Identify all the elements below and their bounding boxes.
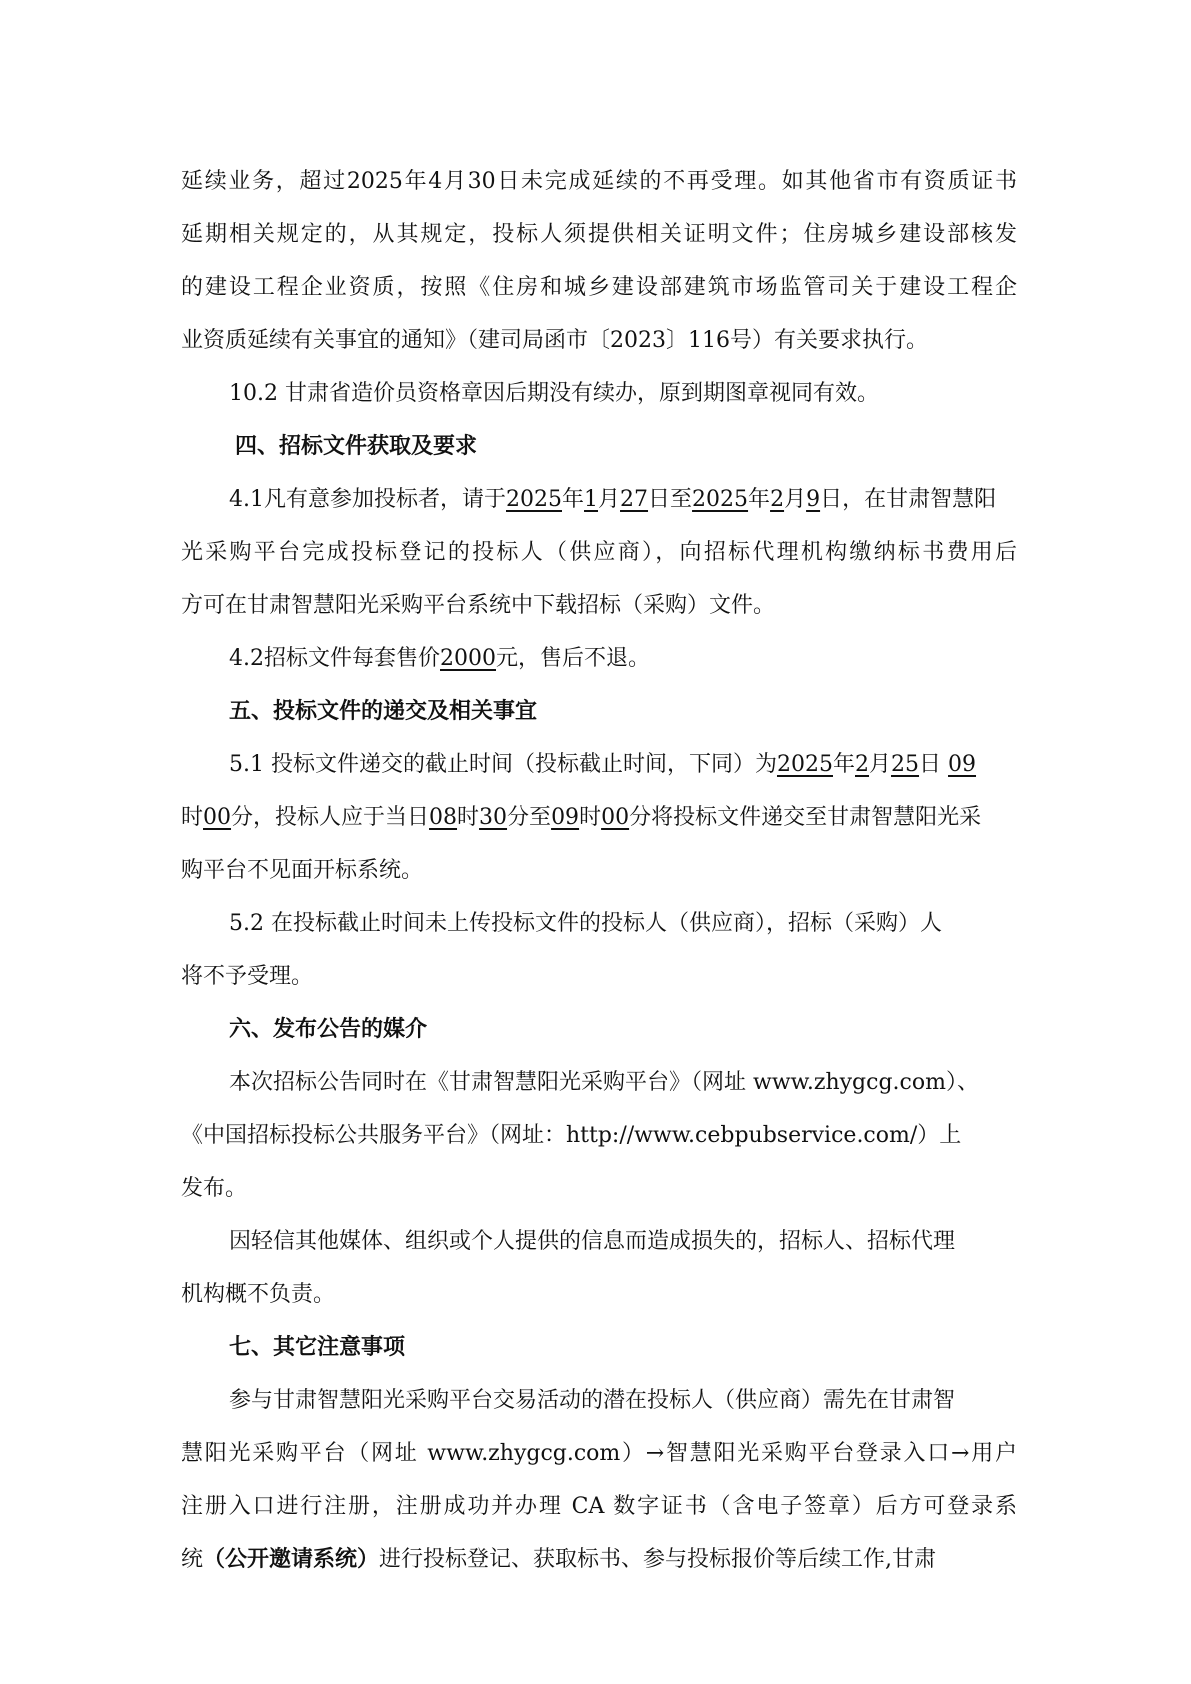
text-run: 年 bbox=[562, 487, 585, 512]
text-line: 参与甘肃智慧阳光采购平台交易活动的潜在投标人（供应商）需先在甘肃智 bbox=[229, 1388, 956, 1413]
text-line: 购平台不见面开标系统。 bbox=[181, 858, 424, 883]
text-run: 分，投标人应于当日 bbox=[231, 805, 430, 830]
bold-text-run: （公开邀请系统） bbox=[203, 1547, 380, 1572]
underlined-value: 2025 bbox=[692, 487, 749, 512]
underlined-value: 25 bbox=[891, 752, 920, 777]
text-line: 因轻信其他媒体、组织或个人提供的信息而造成损失的，招标人、招标代理 bbox=[229, 1229, 956, 1254]
text-run: 时 bbox=[579, 805, 602, 830]
section-heading: 七、其它注意事项 bbox=[229, 1335, 406, 1360]
underlined-value: 00 bbox=[601, 805, 630, 830]
section-heading: 四、招标文件获取及要求 bbox=[235, 434, 478, 459]
text-run: 统 bbox=[181, 1547, 204, 1572]
text-run: 年 bbox=[832, 752, 855, 777]
text-run: 元，售后不退。 bbox=[496, 646, 651, 671]
text-run: 4.1凡有意参加投标者，请于 bbox=[229, 487, 506, 512]
text-line: 本次招标公告同时在《甘肃智慧阳光采购平台》（网址 www.zhygcg.com）、 bbox=[229, 1070, 979, 1095]
underlined-value: 2025 bbox=[776, 752, 833, 777]
underlined-value: 09 bbox=[948, 752, 977, 777]
underlined-value: 27 bbox=[620, 487, 649, 512]
text-line: 光采购平台完成投标登记的投标人（供应商），向招标代理机构缴纳标书费用后 bbox=[181, 540, 1017, 565]
underlined-value: 9 bbox=[806, 487, 821, 512]
underlined-value: 2 bbox=[855, 752, 869, 777]
text-run: 日至 bbox=[648, 487, 693, 512]
text-line bbox=[181, 738, 1017, 791]
text-line: 发布。 bbox=[181, 1176, 248, 1201]
text-line: 慧阳光采购平台（网址 www.zhygcg.com）→智慧阳光采购平台登录入口→用户 bbox=[181, 1441, 1017, 1466]
text-line: 注册入口进行注册，注册成功并办理 CA 数字证书（含电子签章）后方可登录系 bbox=[181, 1494, 1017, 1519]
text-run: 4.2招标文件每套售价 bbox=[229, 646, 440, 671]
text-line: 的建设工程企业资质，按照《住房和城乡建设部建筑市场监管司关于建设工程企 bbox=[181, 275, 1017, 300]
underlined-value: 09 bbox=[551, 805, 580, 830]
document-body bbox=[181, 155, 1017, 1586]
underlined-value: 30 bbox=[479, 805, 508, 830]
text-line: 机构概不负责。 bbox=[181, 1282, 336, 1307]
text-line: 将不予受理。 bbox=[181, 964, 314, 989]
underlined-value: 2025 bbox=[506, 487, 562, 512]
text-line bbox=[181, 473, 1017, 526]
text-run: 日 bbox=[919, 752, 949, 777]
section-heading: 六、发布公告的媒介 bbox=[229, 1017, 428, 1042]
text-run: 分至 bbox=[507, 805, 552, 830]
text-run: 年 bbox=[748, 487, 771, 512]
text-line bbox=[181, 1533, 1017, 1586]
text-run: 时 bbox=[181, 805, 204, 830]
text-line: 延期相关规定的，从其规定，投标人须提供相关证明文件；住房城乡建设部核发 bbox=[181, 222, 1017, 247]
text-run: 进行投标登记、获取标书、参与投标报价等后续工作,甘肃 bbox=[379, 1547, 937, 1572]
text-run: 日，在甘肃智慧阳 bbox=[820, 487, 997, 512]
underlined-value: 08 bbox=[429, 805, 458, 830]
text-run: 时 bbox=[457, 805, 480, 830]
text-run: 月 bbox=[869, 752, 892, 777]
underlined-value: 2000 bbox=[440, 646, 496, 671]
text-run: 5.1 投标文件递交的截止时间（投标截止时间，下同）为 bbox=[229, 752, 777, 777]
text-line bbox=[181, 791, 1017, 844]
text-line: 业资质延续有关事宜的通知》（建司局函市〔2023〕116号）有关要求执行。 bbox=[181, 328, 928, 353]
underlined-value: 2 bbox=[770, 487, 785, 512]
underlined-value: 00 bbox=[203, 805, 232, 830]
text-line: 延续业务，超过2025年4月30日未完成延续的不再受理。如其他省市有资质证书 bbox=[181, 169, 1017, 194]
text-line: 《中国招标投标公共服务平台》（网址：http://www.cebpubservice.com/）上 bbox=[181, 1123, 962, 1148]
text-line: 方可在甘肃智慧阳光采购平台系统中下载招标（采购）文件。 bbox=[181, 593, 776, 618]
text-line bbox=[181, 632, 1017, 685]
text-line: 5.2 在投标截止时间未上传投标文件的投标人（供应商），招标（采购）人 bbox=[229, 911, 942, 936]
text-run: 月 bbox=[784, 487, 807, 512]
paragraph-10-2: 10.2 甘肃省造价员资格章因后期没有续办，原到期图章视同有效。 bbox=[229, 381, 879, 406]
section-heading: 五、投标文件的递交及相关事宜 bbox=[229, 699, 538, 724]
text-run: 月 bbox=[598, 487, 621, 512]
underlined-value: 1 bbox=[584, 487, 599, 512]
text-run: 分将投标文件递交至甘肃智慧阳光采 bbox=[629, 805, 982, 830]
